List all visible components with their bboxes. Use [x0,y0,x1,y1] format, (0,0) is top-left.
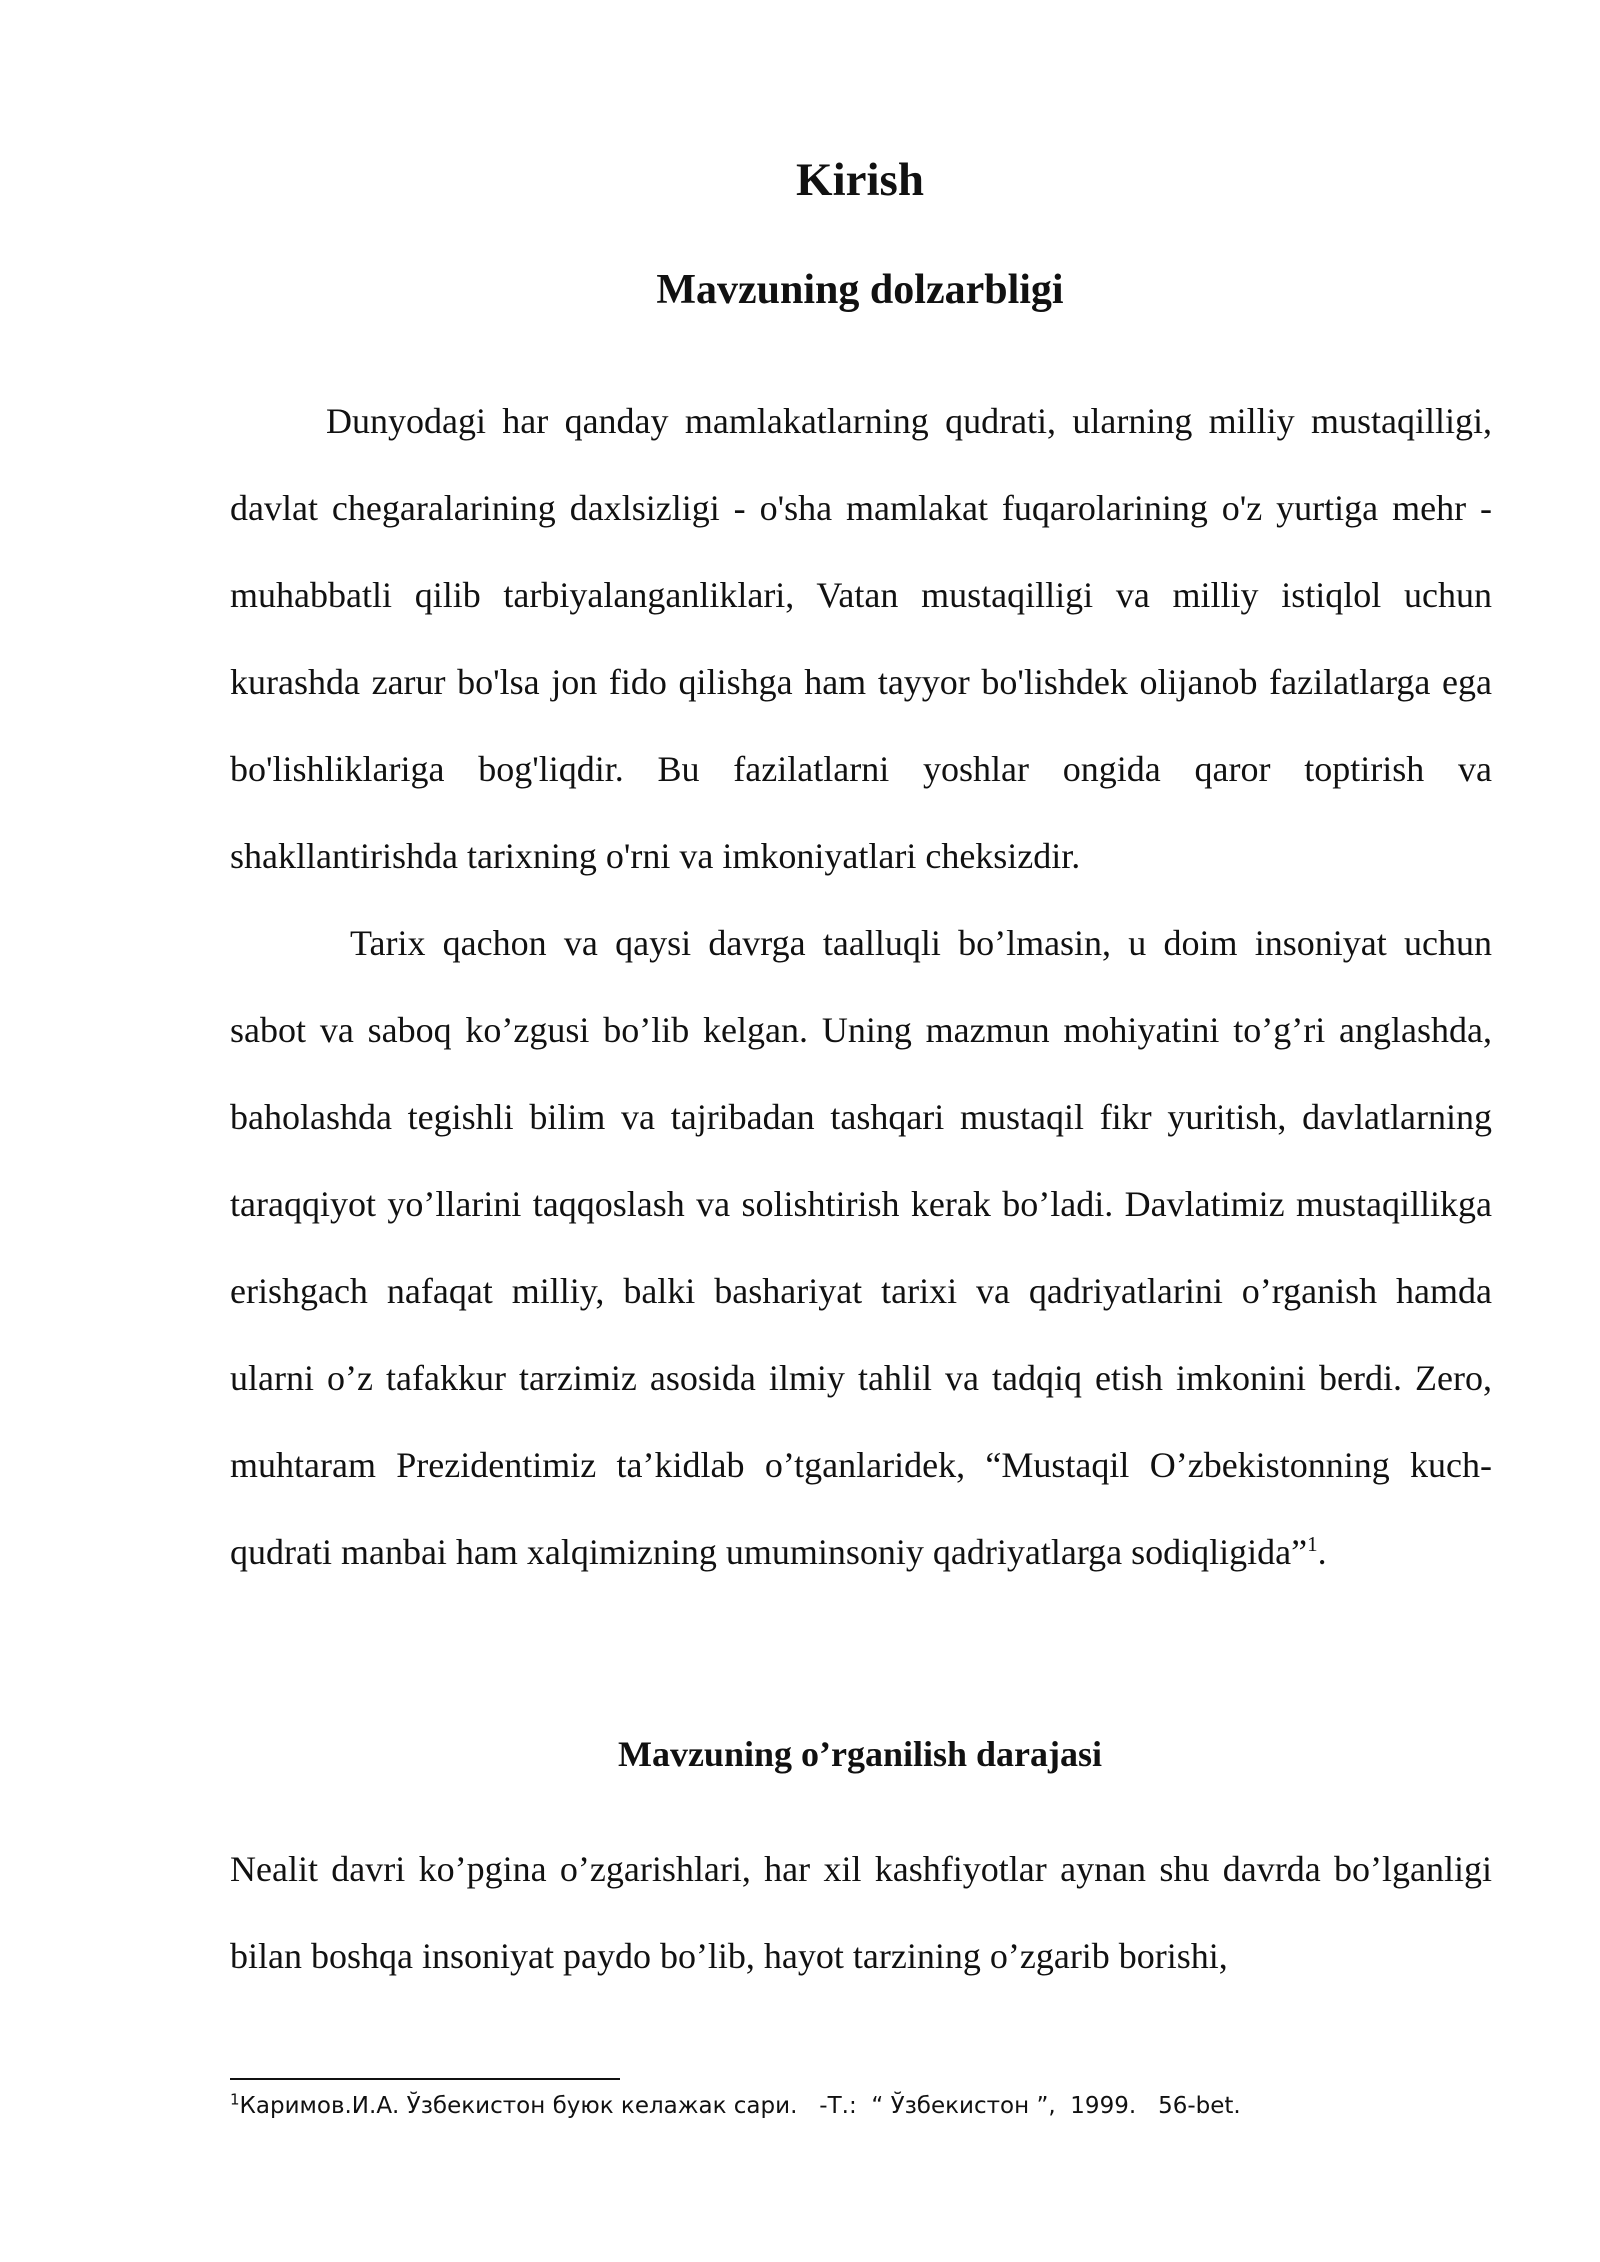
body-paragraph-2 [230,900,1492,1596]
section-heading-study-level: Mavzuning o’rganilish darajasi [617,1734,1103,1774]
body-paragraph-3: Nealit davri ko’pgina o’zgarishlari, har xil kashfiyotlar aynan shu davrda bo’lganligi bilan boshqa insoniyat paydo bo’lib, hayot tarzining o’zgarib borishi, [230,1849,1492,1976]
footnote [230,2090,1492,2122]
section-heading-relevance: Mavzuning dolzarbligi [656,267,1064,313]
body-paragraph-2-end: . [1317,1532,1327,1572]
body-paragraph-2-text: Tarix qachon va qaysi davrga taalluqli bo’lmasin, u doim insoniyat uchun sabot va saboq ko’zgusi bo’lib kelgan. Uning mazmun mohiyatini to’g’ri anglashda, baholashda tegishli bilim va tajribadan tashqari mustaqil fikr yuritish, davlatlarning taraqqiyot yo’llarini taqqoslash va solishtirish kerak bo’ladi. Davlatimiz mustaqillikga erishgach nafaqat milliy, balki bashariyat tarixi va qadriyatlarini o’rganish hamda ularni o’z tafakkur tarzimiz asosida ilmiy tahlil va tadqiq etish imkonini berdi. Zero, muhtaram Prezidentimiz ta’kidlab o’tganlaridek, “Mustaqil O’zbekistonning kuch-qudrati manbai ham xalqimizning umuminsoniy qadriyatlarga sodiqligida” [230,923,1492,1572]
footnote-number: 1 [230,2090,240,2109]
footnote-separator [230,2078,620,2080]
body-paragraph-1: Dunyodagi har qanday mamlakatlarning qudrati, ularning milliy mustaqilligi, davlat chegaralarining daxlsizligi - o'sha mamlakat fuqarolarining o'z yurtiga mehr - muhabbatli qilib tarbiyalanganliklari, Vatan mustaqilligi va milliy istiqlol uchun kurashda zarur bo'lsa jon fido qilishga ham tayyor bo'lishdek olijanob fazilatlarga ega bo'lishliklariga bog'liqdir. Bu fazilatlarni yoshlar ongida qaror toptirish va shakllantirishda tarixning o'rni va imkoniyatlari cheksizdir. [230,401,1492,876]
page-title: Kirish [796,154,924,206]
footnote-reference: 1 [1307,1532,1318,1556]
footnote-text: Каримов.И.А. Ўзбекистон буюк келажак сари. -Т.: “ Ўзбекистон ”, 1999. 56-bet. [239,2093,1241,2119]
